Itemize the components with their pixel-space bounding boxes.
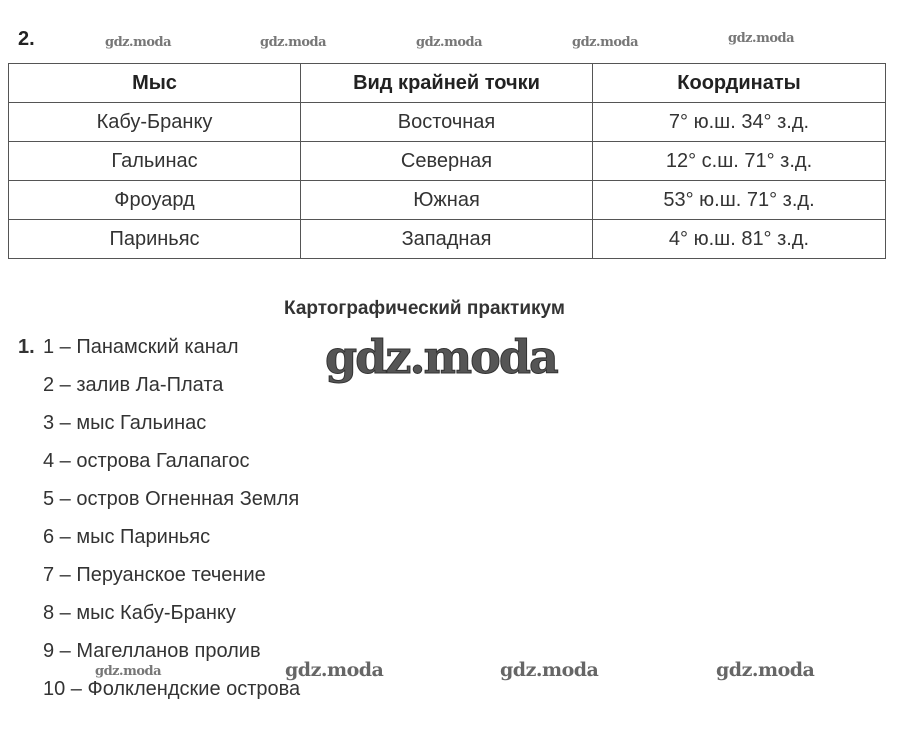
- list-item: 1 – Панамский канал: [43, 336, 239, 358]
- list-item: 5 – остров Огненная Земля: [43, 488, 300, 510]
- watermark: gdz.moda: [416, 35, 483, 50]
- cell-coordinates: 4° ю.ш. 81° з.д.: [593, 220, 886, 259]
- watermark: gdz.moda: [285, 659, 384, 681]
- table-row: [9, 103, 886, 142]
- watermark: gdz.moda: [500, 659, 599, 681]
- section-title: Картографический практикум: [284, 298, 565, 319]
- table-row: [9, 142, 886, 181]
- cell-cape: Гальинас: [9, 142, 301, 181]
- list-item: 6 – мыс Париньяс: [43, 526, 211, 548]
- task-number: 2.: [18, 28, 35, 50]
- cell-coordinates: 53° ю.ш. 71° з.д.: [593, 181, 886, 220]
- watermark: gdz.moda: [728, 31, 795, 46]
- cell-point-type: Северная: [301, 142, 593, 181]
- watermark: gdz.moda: [260, 35, 327, 50]
- cell-point-type: Южная: [301, 181, 593, 220]
- cell-cape: Кабу-Бранку: [9, 103, 301, 142]
- list-item: 2 – залив Ла-Плата: [43, 374, 224, 396]
- cell-cape: Париньяс: [9, 220, 301, 259]
- cell-cape: Фроуард: [9, 181, 301, 220]
- table-row: [9, 220, 886, 259]
- cell-point-type: Восточная: [301, 103, 593, 142]
- watermark: gdz.moda: [105, 35, 172, 50]
- watermark: gdz.moda: [325, 330, 557, 384]
- list-number: 1.: [18, 336, 35, 358]
- table-row: [9, 181, 886, 220]
- list-item: 9 – Магелланов пролив: [43, 640, 261, 662]
- list-item: 8 – мыс Кабу-Бранку: [43, 602, 236, 624]
- watermark: gdz.moda: [716, 659, 815, 681]
- list-item: 10 – Фолклендские острова: [43, 678, 301, 700]
- list-item: 3 – мыс Гальинас: [43, 412, 207, 434]
- header-point-type: Вид крайней точки: [301, 64, 593, 103]
- cell-coordinates: 7° ю.ш. 34° з.д.: [593, 103, 886, 142]
- capes-table: [8, 63, 886, 259]
- list-item: 4 – острова Галапагос: [43, 450, 250, 472]
- list-item: 7 – Перуанское течение: [43, 564, 266, 586]
- header-cape: Мыс: [9, 64, 301, 103]
- watermark: gdz.moda: [95, 664, 162, 679]
- watermark: gdz.moda: [572, 35, 639, 50]
- cell-coordinates: 12° с.ш. 71° з.д.: [593, 142, 886, 181]
- header-coordinates: Координаты: [593, 64, 886, 103]
- cell-point-type: Западная: [301, 220, 593, 259]
